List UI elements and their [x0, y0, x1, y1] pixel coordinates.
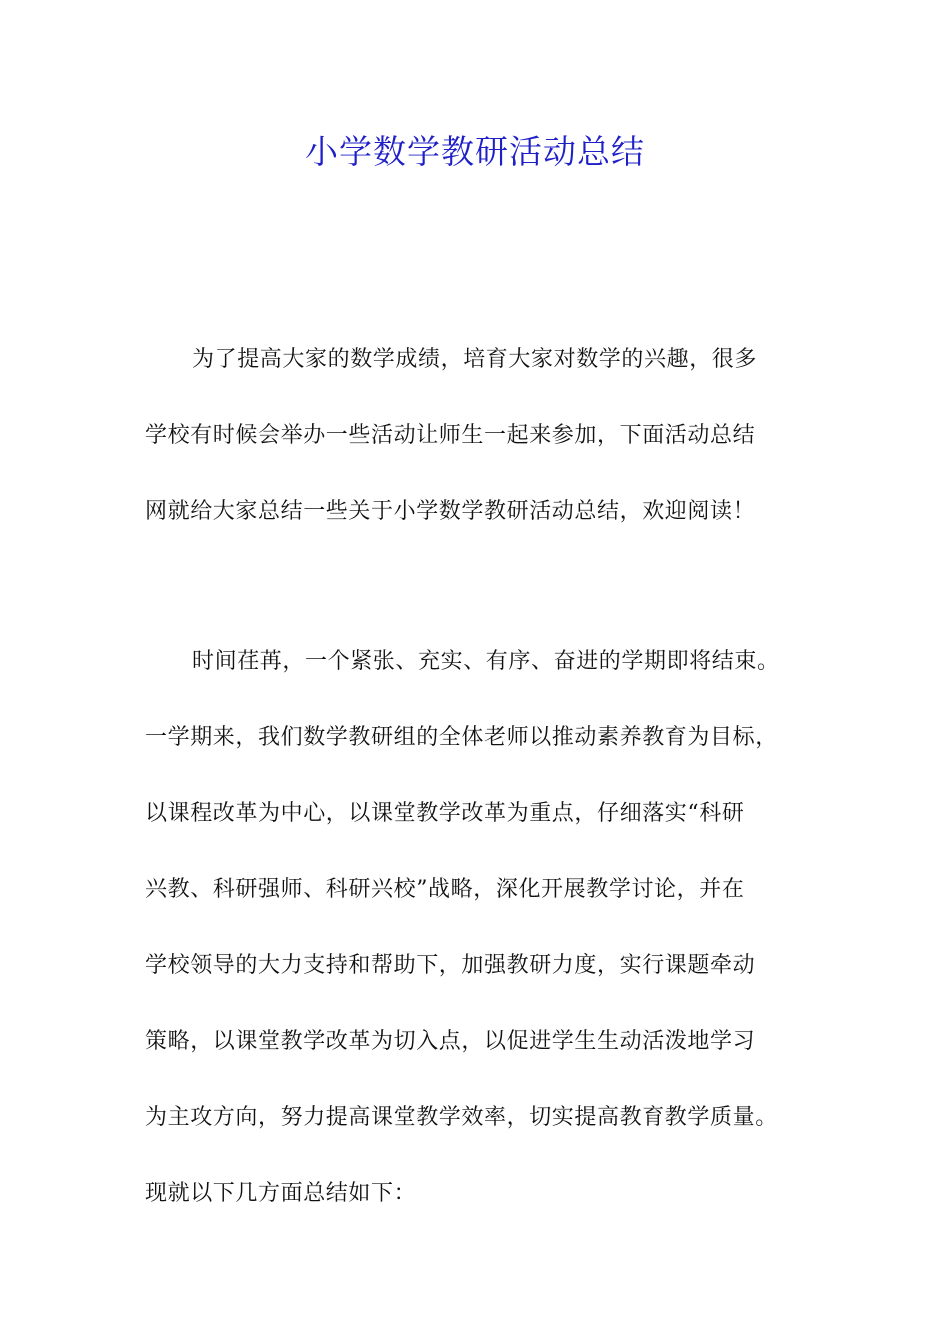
document-title: 小学数学教研活动总结 [305, 132, 645, 171]
paragraph-line: 以课程改革为中心，以课堂教学改革为重点，仔细落实“科研 [145, 801, 745, 826]
paragraph-line: 兴教、科研强师、科研兴校”战略，深化开展教学讨论，并在 [145, 877, 745, 902]
paragraph-line: 为了提高大家的数学成绩，培育大家对数学的兴趣，很多 [192, 347, 758, 372]
paragraph-line: 网就给大家总结一些关于小学数学教研活动总结，欢迎阅读！ [145, 499, 756, 524]
summary-paragraph [145, 642, 805, 1250]
paragraph-line: 为主攻方向，努力提高课堂教学效率，切实提高教育教学质量。 [145, 1105, 778, 1130]
paragraph-line: 策略，以课堂教学改革为切入点，以促进学生生动活泼地学习 [145, 1029, 756, 1054]
paragraph-line: 现就以下几方面总结如下： [145, 1181, 417, 1206]
paragraph-line: 时间荏苒，一个紧张、充实、有序、奋进的学期即将结束。 [192, 649, 780, 674]
intro-paragraph [145, 340, 805, 568]
paragraph-line: 学校有时候会举办一些活动让师生一起来参加，下面活动总结 [145, 423, 756, 448]
paragraph-line: 一学期来，我们数学教研组的全体老师以推动素养教育为目标， [145, 725, 778, 750]
paragraph-line: 学校领导的大力支持和帮助下，加强教研力度，实行课题牵动 [145, 953, 756, 978]
